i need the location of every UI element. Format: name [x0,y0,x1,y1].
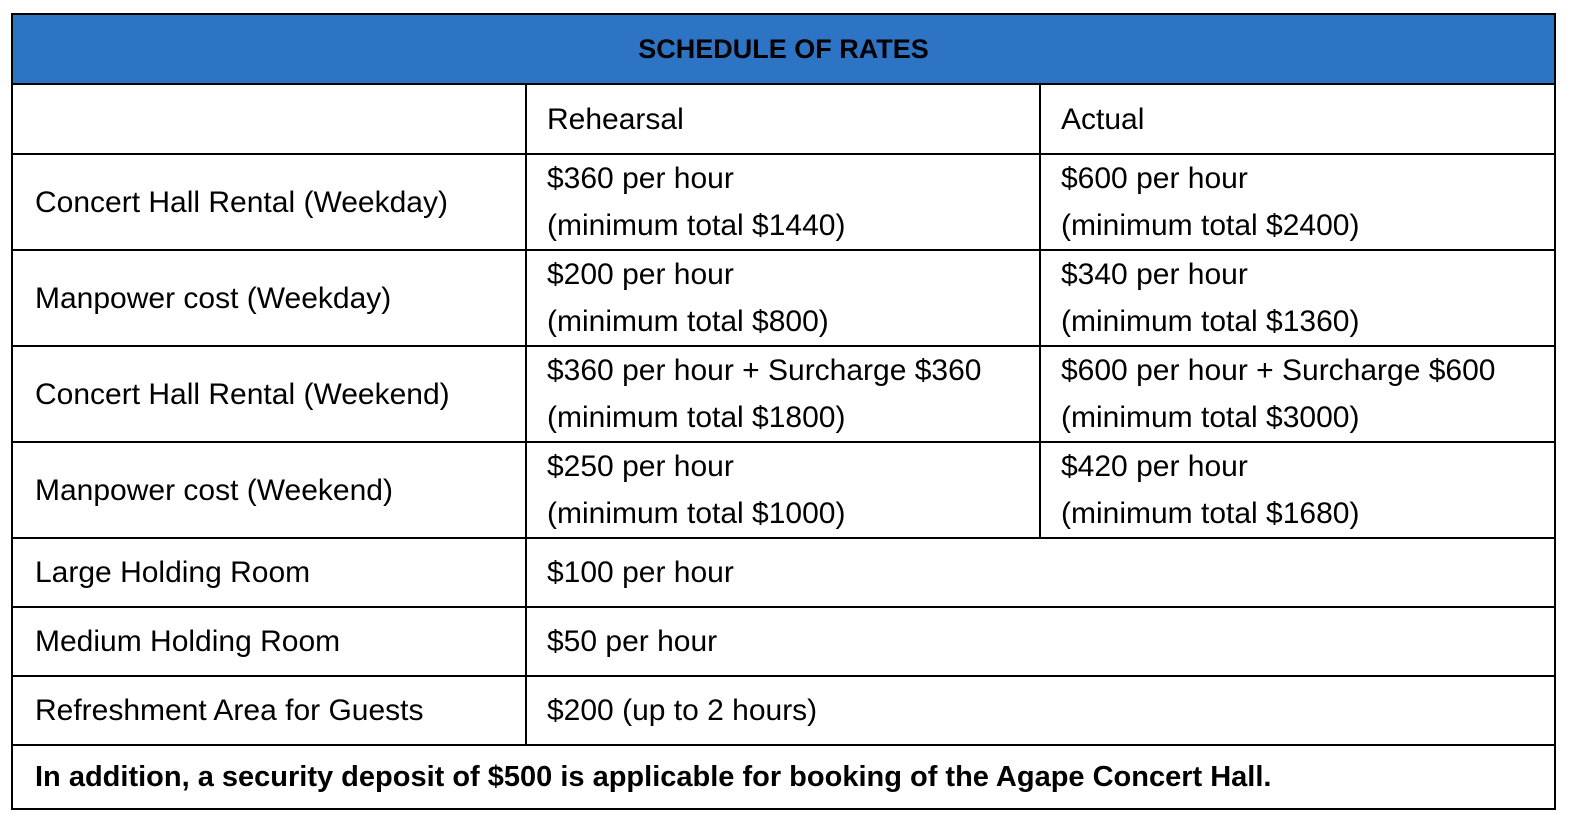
table-row-manpower-weekend [12,442,1555,538]
actual-rate-cell [1040,250,1555,346]
rehearsal-hourly-rate: $360 per hour [547,162,734,195]
rehearsal-minimum-total: (minimum total $1440) [547,209,846,242]
actual-rate-cell [1040,346,1555,442]
row-item-label: Large Holding Room [12,538,526,607]
actual-minimum-total: (minimum total $2400) [1061,209,1360,242]
table-row-refreshment-area [12,676,1555,745]
row-item-label: Manpower cost (Weekday) [12,250,526,346]
rehearsal-rate-cell [526,154,1040,250]
table-title: SCHEDULE OF RATES [12,14,1555,84]
actual-minimum-total: (minimum total $3000) [1061,401,1360,434]
actual-hourly-rate: $600 per hour + Surcharge $600 [1061,354,1496,387]
flat-rate-cell: $50 per hour [526,607,1555,676]
rehearsal-minimum-total: (minimum total $1800) [547,401,846,434]
title-row [12,14,1555,84]
actual-hourly-rate: $420 per hour [1061,450,1248,483]
column-header-row [12,84,1555,154]
row-item-label: Medium Holding Room [12,607,526,676]
row-item-label: Concert Hall Rental (Weekend) [12,346,526,442]
rehearsal-rate-cell [526,346,1040,442]
table-row-manpower-weekday [12,250,1555,346]
rehearsal-minimum-total: (minimum total $1000) [547,497,846,530]
rehearsal-hourly-rate: $250 per hour [547,450,734,483]
table-row-concert-hall-weekday [12,154,1555,250]
actual-rate-cell [1040,442,1555,538]
row-item-label: Manpower cost (Weekend) [12,442,526,538]
rehearsal-minimum-total: (minimum total $800) [547,305,829,338]
rehearsal-hourly-rate: $360 per hour + Surcharge $360 [547,354,982,387]
table-row-medium-holding-room [12,607,1555,676]
table-row-large-holding-room [12,538,1555,607]
rehearsal-rate-cell [526,250,1040,346]
security-deposit-note-row [12,745,1555,809]
column-header-actual: Actual [1040,84,1555,154]
column-header-rehearsal: Rehearsal [526,84,1040,154]
actual-minimum-total: (minimum total $1360) [1061,305,1360,338]
actual-hourly-rate: $600 per hour [1061,162,1248,195]
column-header-item [12,84,526,154]
rehearsal-hourly-rate: $200 per hour [547,258,734,291]
flat-rate-cell: $100 per hour [526,538,1555,607]
row-item-label: Concert Hall Rental (Weekday) [12,154,526,250]
actual-rate-cell [1040,154,1555,250]
flat-rate-cell: $200 (up to 2 hours) [526,676,1555,745]
actual-minimum-total: (minimum total $1680) [1061,497,1360,530]
table-row-concert-hall-weekend [12,346,1555,442]
schedule-of-rates-table [11,13,1556,810]
rehearsal-rate-cell [526,442,1040,538]
security-deposit-note: In addition, a security deposit of $500 is applicable for booking of the Agape Concert Hall. [12,745,1555,809]
actual-hourly-rate: $340 per hour [1061,258,1248,291]
row-item-label: Refreshment Area for Guests [12,676,526,745]
